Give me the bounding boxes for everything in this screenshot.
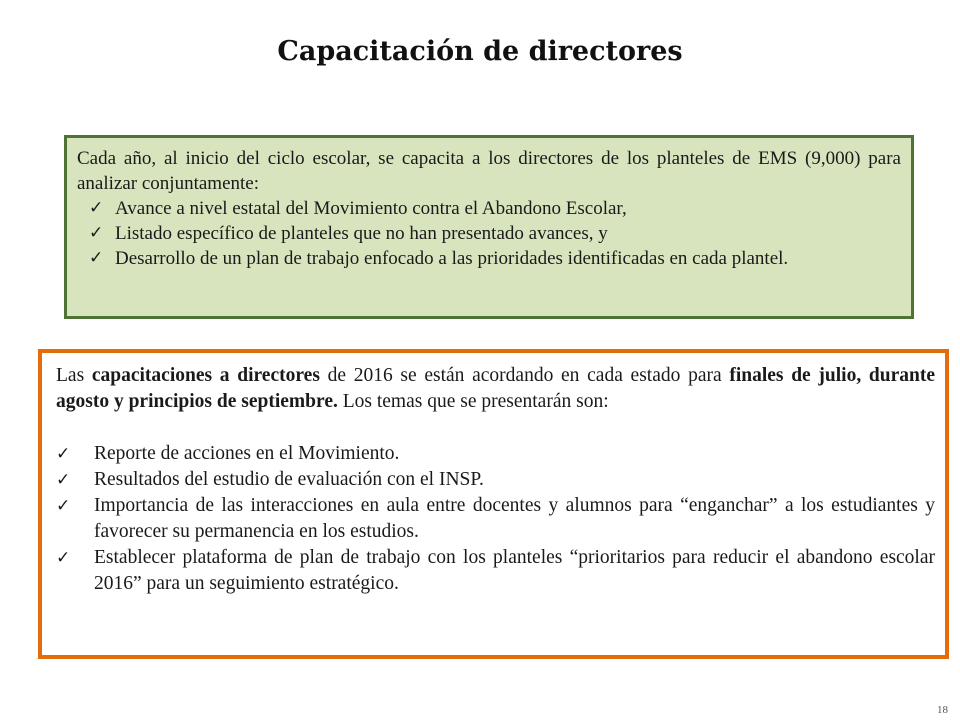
- check-icon: ✓: [56, 496, 71, 516]
- list-item: [56, 441, 935, 467]
- list-item-text: Avance a nivel estatal del Movimiento contra el Abandono Escolar,: [115, 198, 627, 219]
- intro-text: de 2016 se están acordando en cada estado para: [319, 365, 730, 386]
- training-2016-intro: [56, 363, 935, 415]
- list-item-text: Importancia de las interacciones en aula entre docentes y alumnos para “enganchar” a los estudiantes y favorecer su permanencia en los estudios.: [94, 495, 935, 542]
- training-topics-list: [56, 441, 935, 597]
- annual-training-list: [77, 196, 901, 271]
- intro-bold-text: finales de julio, durante agosto y principios de septiembre.: [56, 365, 935, 412]
- intro-text: Las: [56, 365, 92, 386]
- list-item-text: Establecer plataforma de plan de trabajo con los planteles “prioritarios para reducir el abandono escolar 2016” para un seguimiento estratégico.: [94, 547, 935, 594]
- training-2016-box: [38, 349, 949, 659]
- annual-training-intro: Cada año, al inicio del ciclo escolar, se capacita a los directores de los planteles de EMS (9,000) para analizar conjuntamente:: [77, 148, 901, 194]
- list-item: [77, 196, 901, 221]
- list-item: [77, 221, 901, 246]
- list-item: [56, 467, 935, 493]
- check-icon: ✓: [56, 548, 71, 568]
- list-item-text: Reporte de acciones en el Movimiento.: [94, 443, 400, 464]
- page-number: 18: [937, 704, 948, 716]
- annual-training-box: [64, 135, 914, 319]
- check-icon: ✓: [89, 223, 104, 243]
- list-item-text: Resultados del estudio de evaluación con el INSP.: [94, 469, 484, 490]
- list-item: [77, 246, 901, 271]
- slide-title: Capacitación de directores: [277, 36, 683, 67]
- spacer: [56, 415, 935, 441]
- check-icon: ✓: [89, 198, 104, 218]
- list-item-text: Listado específico de planteles que no han presentado avances, y: [115, 223, 608, 244]
- list-item: [56, 545, 935, 597]
- check-icon: ✓: [56, 470, 71, 490]
- list-item: [56, 493, 935, 545]
- check-icon: ✓: [89, 248, 104, 268]
- intro-text: Los temas que se presentarán son:: [337, 391, 609, 412]
- list-item-text: Desarrollo de un plan de trabajo enfocado a las prioridades identificadas en cada plantel.: [115, 248, 789, 269]
- intro-bold-text: capacitaciones a directores: [91, 365, 320, 386]
- check-icon: ✓: [56, 444, 71, 464]
